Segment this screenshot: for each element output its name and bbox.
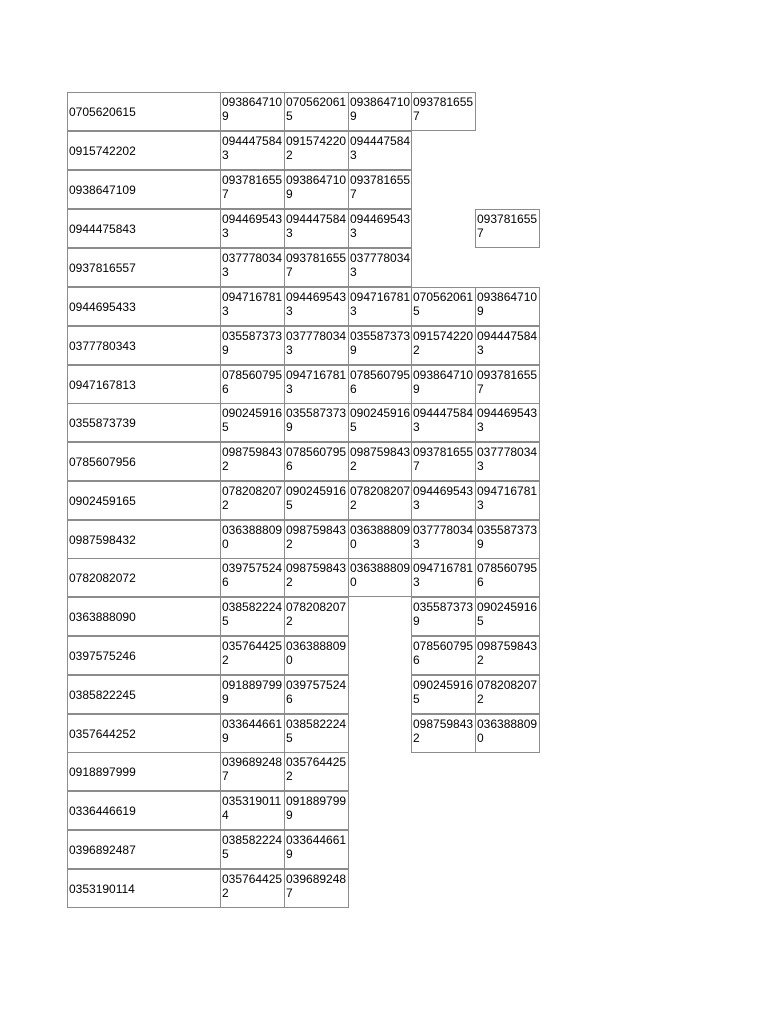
table-cell-value: 0785607956	[220, 365, 285, 404]
table-cell-number: 0782082072	[67, 558, 221, 597]
table-cell-value: 0902459165	[411, 675, 476, 714]
table-cell-number: 0944475843	[67, 209, 221, 248]
table-cell-value: 0377780343	[411, 520, 476, 559]
table-cell-value: 0377780343	[348, 248, 412, 287]
table-cell-value: 0705620615	[284, 92, 349, 131]
table-cell-number: 0937816557	[67, 248, 221, 287]
table-cell-number: 0363888090	[67, 597, 221, 636]
table-cell-number: 0705620615	[67, 92, 221, 131]
table-cell-value: 0937816557	[220, 170, 285, 209]
table-cell-value: 0915742202	[284, 131, 349, 170]
table-cell-value: 0915742202	[411, 326, 476, 365]
table-cell-value: 0385822245	[284, 714, 349, 753]
table-cell-value: 0353190114	[220, 791, 285, 830]
table-cell-value: 0937816557	[475, 209, 540, 248]
table-cell-value: 0987598432	[348, 442, 412, 481]
table-cell-value: 0938647109	[475, 287, 540, 326]
table-cell-value: 0938647109	[284, 170, 349, 209]
table-cell-value: 0782082072	[284, 597, 349, 636]
table-cell-value: 0987598432	[284, 558, 349, 597]
table-cell-value: 0987598432	[411, 714, 476, 753]
table-cell-value: 0937816557	[348, 170, 412, 209]
table-cell-value: 0782082072	[348, 481, 412, 520]
table-cell-value: 0397575246	[284, 675, 349, 714]
table-cell-value: 0336446619	[220, 714, 285, 753]
table-cell-value: 0937816557	[284, 248, 349, 287]
table-cell-number: 0902459165	[67, 481, 221, 520]
table-cell-value: 0944475843	[348, 131, 412, 170]
table-cell-number: 0938647109	[67, 170, 221, 209]
table-cell-value: 0987598432	[475, 636, 540, 675]
table-cell-value: 0902459165	[220, 403, 285, 442]
table-cell-value: 0938647109	[411, 365, 476, 404]
table-cell-value: 0938647109	[348, 92, 412, 131]
table-cell-value: 0785607956	[411, 636, 476, 675]
table-cell-value: 0363888090	[220, 520, 285, 559]
table-cell-value: 0944695433	[220, 209, 285, 248]
table-cell-value: 0937816557	[411, 92, 476, 131]
table-cell-value: 0902459165	[284, 481, 349, 520]
table-cell-value: 0987598432	[220, 442, 285, 481]
table-cell-number: 0357644252	[67, 714, 221, 753]
table-cell-number: 0336446619	[67, 791, 221, 830]
table-cell-number: 0396892487	[67, 830, 221, 869]
table-cell-value: 0944695433	[348, 209, 412, 248]
table-cell-value: 0385822245	[220, 830, 285, 869]
table-cell-value: 0355873739	[475, 520, 540, 559]
table-cell-number: 0987598432	[67, 520, 221, 559]
table-cell-value: 0947167813	[411, 558, 476, 597]
table-cell-value: 0782082072	[475, 675, 540, 714]
table-cell-value: 0944475843	[475, 326, 540, 365]
table-cell-value: 0397575246	[220, 558, 285, 597]
table-cell-value: 0396892487	[284, 869, 349, 908]
table-cell-value: 0987598432	[284, 520, 349, 559]
table-cell-value: 0355873739	[411, 597, 476, 636]
table-cell-value: 0336446619	[284, 830, 349, 869]
table-cell-value: 0396892487	[220, 752, 285, 791]
table-cell-value: 0902459165	[348, 403, 412, 442]
table-cell-value: 0705620615	[411, 287, 476, 326]
table-cell-number: 0355873739	[67, 403, 221, 442]
table-cell-value: 0944475843	[220, 131, 285, 170]
table-cell-value: 0785607956	[475, 558, 540, 597]
table-cell-value: 0918897999	[220, 675, 285, 714]
table-cell-value: 0947167813	[475, 481, 540, 520]
table-cell-number: 0947167813	[67, 365, 221, 404]
table-cell-value: 0938647109	[220, 92, 285, 131]
table-cell-value: 0947167813	[348, 287, 412, 326]
table-cell-number: 0385822245	[67, 675, 221, 714]
table-cell-value: 0944695433	[411, 481, 476, 520]
table-cell-value: 0363888090	[348, 520, 412, 559]
table-cell-value: 0355873739	[284, 403, 349, 442]
table-cell-value: 0785607956	[284, 442, 349, 481]
table-cell-value: 0357644252	[220, 869, 285, 908]
table-cell-value: 0902459165	[475, 597, 540, 636]
table-cell-value: 0947167813	[284, 365, 349, 404]
table-cell-number: 0915742202	[67, 131, 221, 170]
table-cell-value: 0363888090	[475, 714, 540, 753]
table-cell-value: 0357644252	[220, 636, 285, 675]
table-cell-value: 0944695433	[475, 403, 540, 442]
table-cell-number: 0918897999	[67, 752, 221, 791]
table-cell-value: 0355873739	[348, 326, 412, 365]
table-cell-value: 0944475843	[284, 209, 349, 248]
table-cell-value: 0944695433	[284, 287, 349, 326]
table-cell-number: 0353190114	[67, 869, 221, 908]
table-cell-value: 0363888090	[284, 636, 349, 675]
table-cell-value: 0377780343	[284, 326, 349, 365]
table-cell-number: 0397575246	[67, 636, 221, 675]
table-cell-value: 0918897999	[284, 791, 349, 830]
table-cell-value: 0937816557	[475, 365, 540, 404]
table-cell-number: 0785607956	[67, 442, 221, 481]
table-cell-number: 0377780343	[67, 326, 221, 365]
table-cell-number: 0944695433	[67, 287, 221, 326]
table-cell-value: 0947167813	[220, 287, 285, 326]
table-cell-value: 0944475843	[411, 403, 476, 442]
table-cell-value: 0357644252	[284, 752, 349, 791]
table-cell-value: 0937816557	[411, 442, 476, 481]
table-cell-value: 0355873739	[220, 326, 285, 365]
table-cell-value: 0363888090	[348, 558, 412, 597]
table-cell-value: 0782082072	[220, 481, 285, 520]
table-cell-value: 0785607956	[348, 365, 412, 404]
table-cell-value: 0377780343	[220, 248, 285, 287]
table-cell-value: 0385822245	[220, 597, 285, 636]
table-cell-value: 0377780343	[475, 442, 540, 481]
